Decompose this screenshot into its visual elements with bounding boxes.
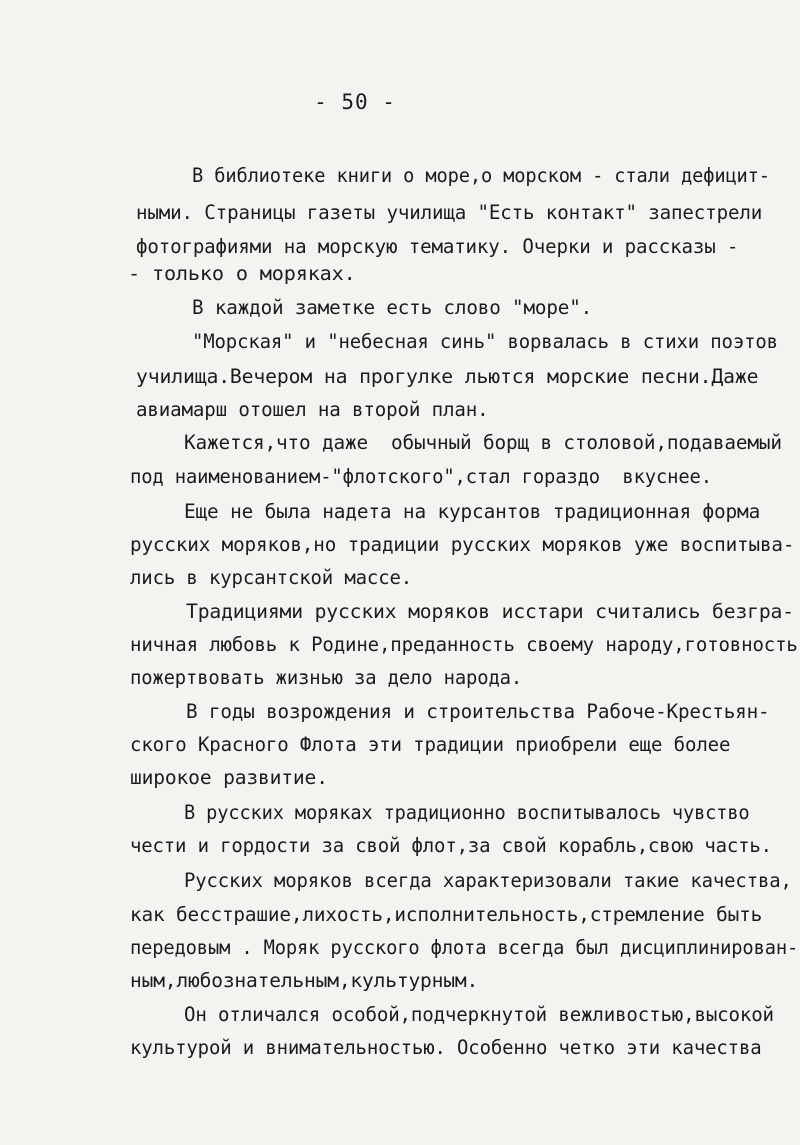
text-line: широкое развитие. (130, 766, 328, 789)
text-line: фотографиями на морскую тематику. Очерки и рассказы - (136, 235, 739, 258)
text-line: культурой и внимательностью. Особенно четко эти качества (130, 1036, 762, 1059)
text-line: авиамарш отошел на второй план. (136, 398, 489, 421)
text-line: пожертвовать жизнью за дело народа. (130, 666, 523, 689)
text-line: ными. Страницы газеты училища "Есть контакт" запестрели (136, 201, 763, 224)
text-line: училища.Вечером на прогулке льются морские песни.Даже (136, 365, 759, 388)
text-line: лись в курсантской массе. (130, 566, 413, 589)
text-line: русских моряков,но традиции русских моряков уже воспитыва- (130, 533, 795, 556)
text-line: В годы возрождения и строительства Рабоче-Крестьян- (186, 700, 770, 723)
text-line: Он отличался особой,подчеркнутой вежливостью,высокой (184, 1003, 774, 1026)
text-line: ничная любовь к Родине,преданность своему народу,готовность (130, 633, 798, 656)
page-number: - 50 - (314, 90, 396, 114)
text-line: Еще не была надета на курсантов традиционная форма (184, 500, 761, 523)
text-line: чести и гордости за свой флот,за свой корабль,свою часть. (130, 834, 772, 857)
text-line: В русских моряках традиционно воспитывалось чувство (184, 801, 750, 824)
text-line: передовым . Моряк русского флота всегда был дисциплинирован- (130, 936, 799, 959)
text-line: как бесстрашие,лихость,исполнительность,стремление быть (130, 903, 763, 926)
text-line: Русских моряков всегда характеризовали такие качества, (184, 869, 792, 892)
text-line: "Морская" и "небесная синь" ворвалась в стихи поэтов (192, 330, 778, 353)
text-line: ным,любознательным,культурным. (130, 969, 479, 992)
text-line: В каждой заметке есть слово "море". (192, 296, 593, 319)
text-line: Кажется,что даже обычный борщ в столовой,подаваемый (184, 431, 782, 454)
text-line: - только о моряках. (128, 262, 356, 285)
text-line: под наименованием-"флотского",стал гораздо вкуснее. (130, 465, 712, 488)
text-line: ского Красного Флота эти традиции приобрели еще более (130, 733, 731, 756)
text-line: В библиотеке книги о море,о морском - стали дефицит- (192, 164, 770, 187)
text-line: Традициями русских моряков исстари считались безгра- (186, 600, 794, 623)
